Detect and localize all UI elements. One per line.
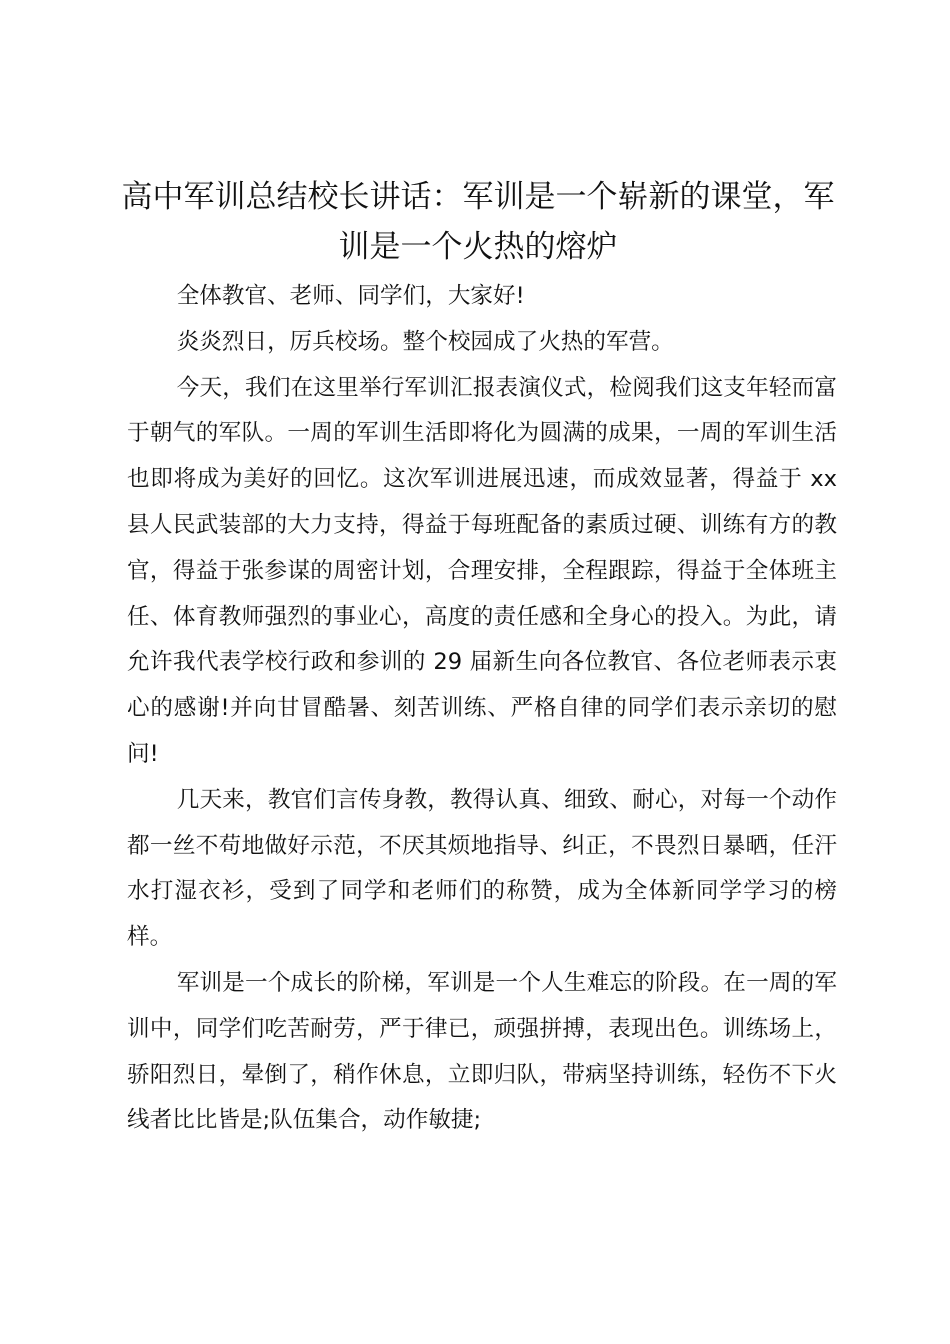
paragraph-opening: 炎炎烈日，厉兵校场。整个校园成了火热的军营。 bbox=[176, 328, 674, 355]
document-body bbox=[127, 274, 837, 1144]
paragraph-thanks: 今天，我们在这里举行军训汇报表演仪式，检阅我们这支年轻而富于朝气的军队。一周的军训生活即将化为圆满的成果，一周的军训生活也即将成为美好的回忆。这次军训进展迅速，而成效显著，得益于 xx 县人民武装部的大力支持，得益于每班配备的素质过硬、训练有方的教官，得益于张参谋的周密计划，合理安排，全程跟踪，得益于全体班主任、体育教师强烈的事业心，高度的责任感和全身心的投入。为此，请允许我代表学校行政和参训的 29 届新生向各位教官、各位老师表示衷心的感谢!并向甘冒酷暑、刻苦训练、严格自律的同学们表示亲切的慰问! bbox=[127, 374, 837, 767]
paragraph-greeting: 全体教官、老师、同学们，大家好! bbox=[176, 283, 525, 309]
paragraph-growth: 军训是一个成长的阶梯，军训是一个人生难忘的阶段。在一周的军训中，同学们吃苦耐劳，严于律已，顽强拼搏，表现出色。训练场上，骄阳烈日，晕倒了，稍作休息，立即归队，带病坚持训练，轻伤不下火线者比比皆是;队伍集合，动作敏捷; bbox=[127, 969, 837, 1134]
document-title: 高中军训总结校长讲话：军训是一个崭新的课堂，军训是一个火热的熔炉 bbox=[121, 179, 835, 265]
paragraph-instructors: 几天来，教官们言传身教，教得认真、细致、耐心，对每一个动作都一丝不苟地做好示范，不厌其烦地指导、纠正，不畏烈日暴晒，任汗水打湿衣衫，受到了同学和老师们的称赞，成为全体新同学学习的榜样。 bbox=[127, 786, 837, 951]
